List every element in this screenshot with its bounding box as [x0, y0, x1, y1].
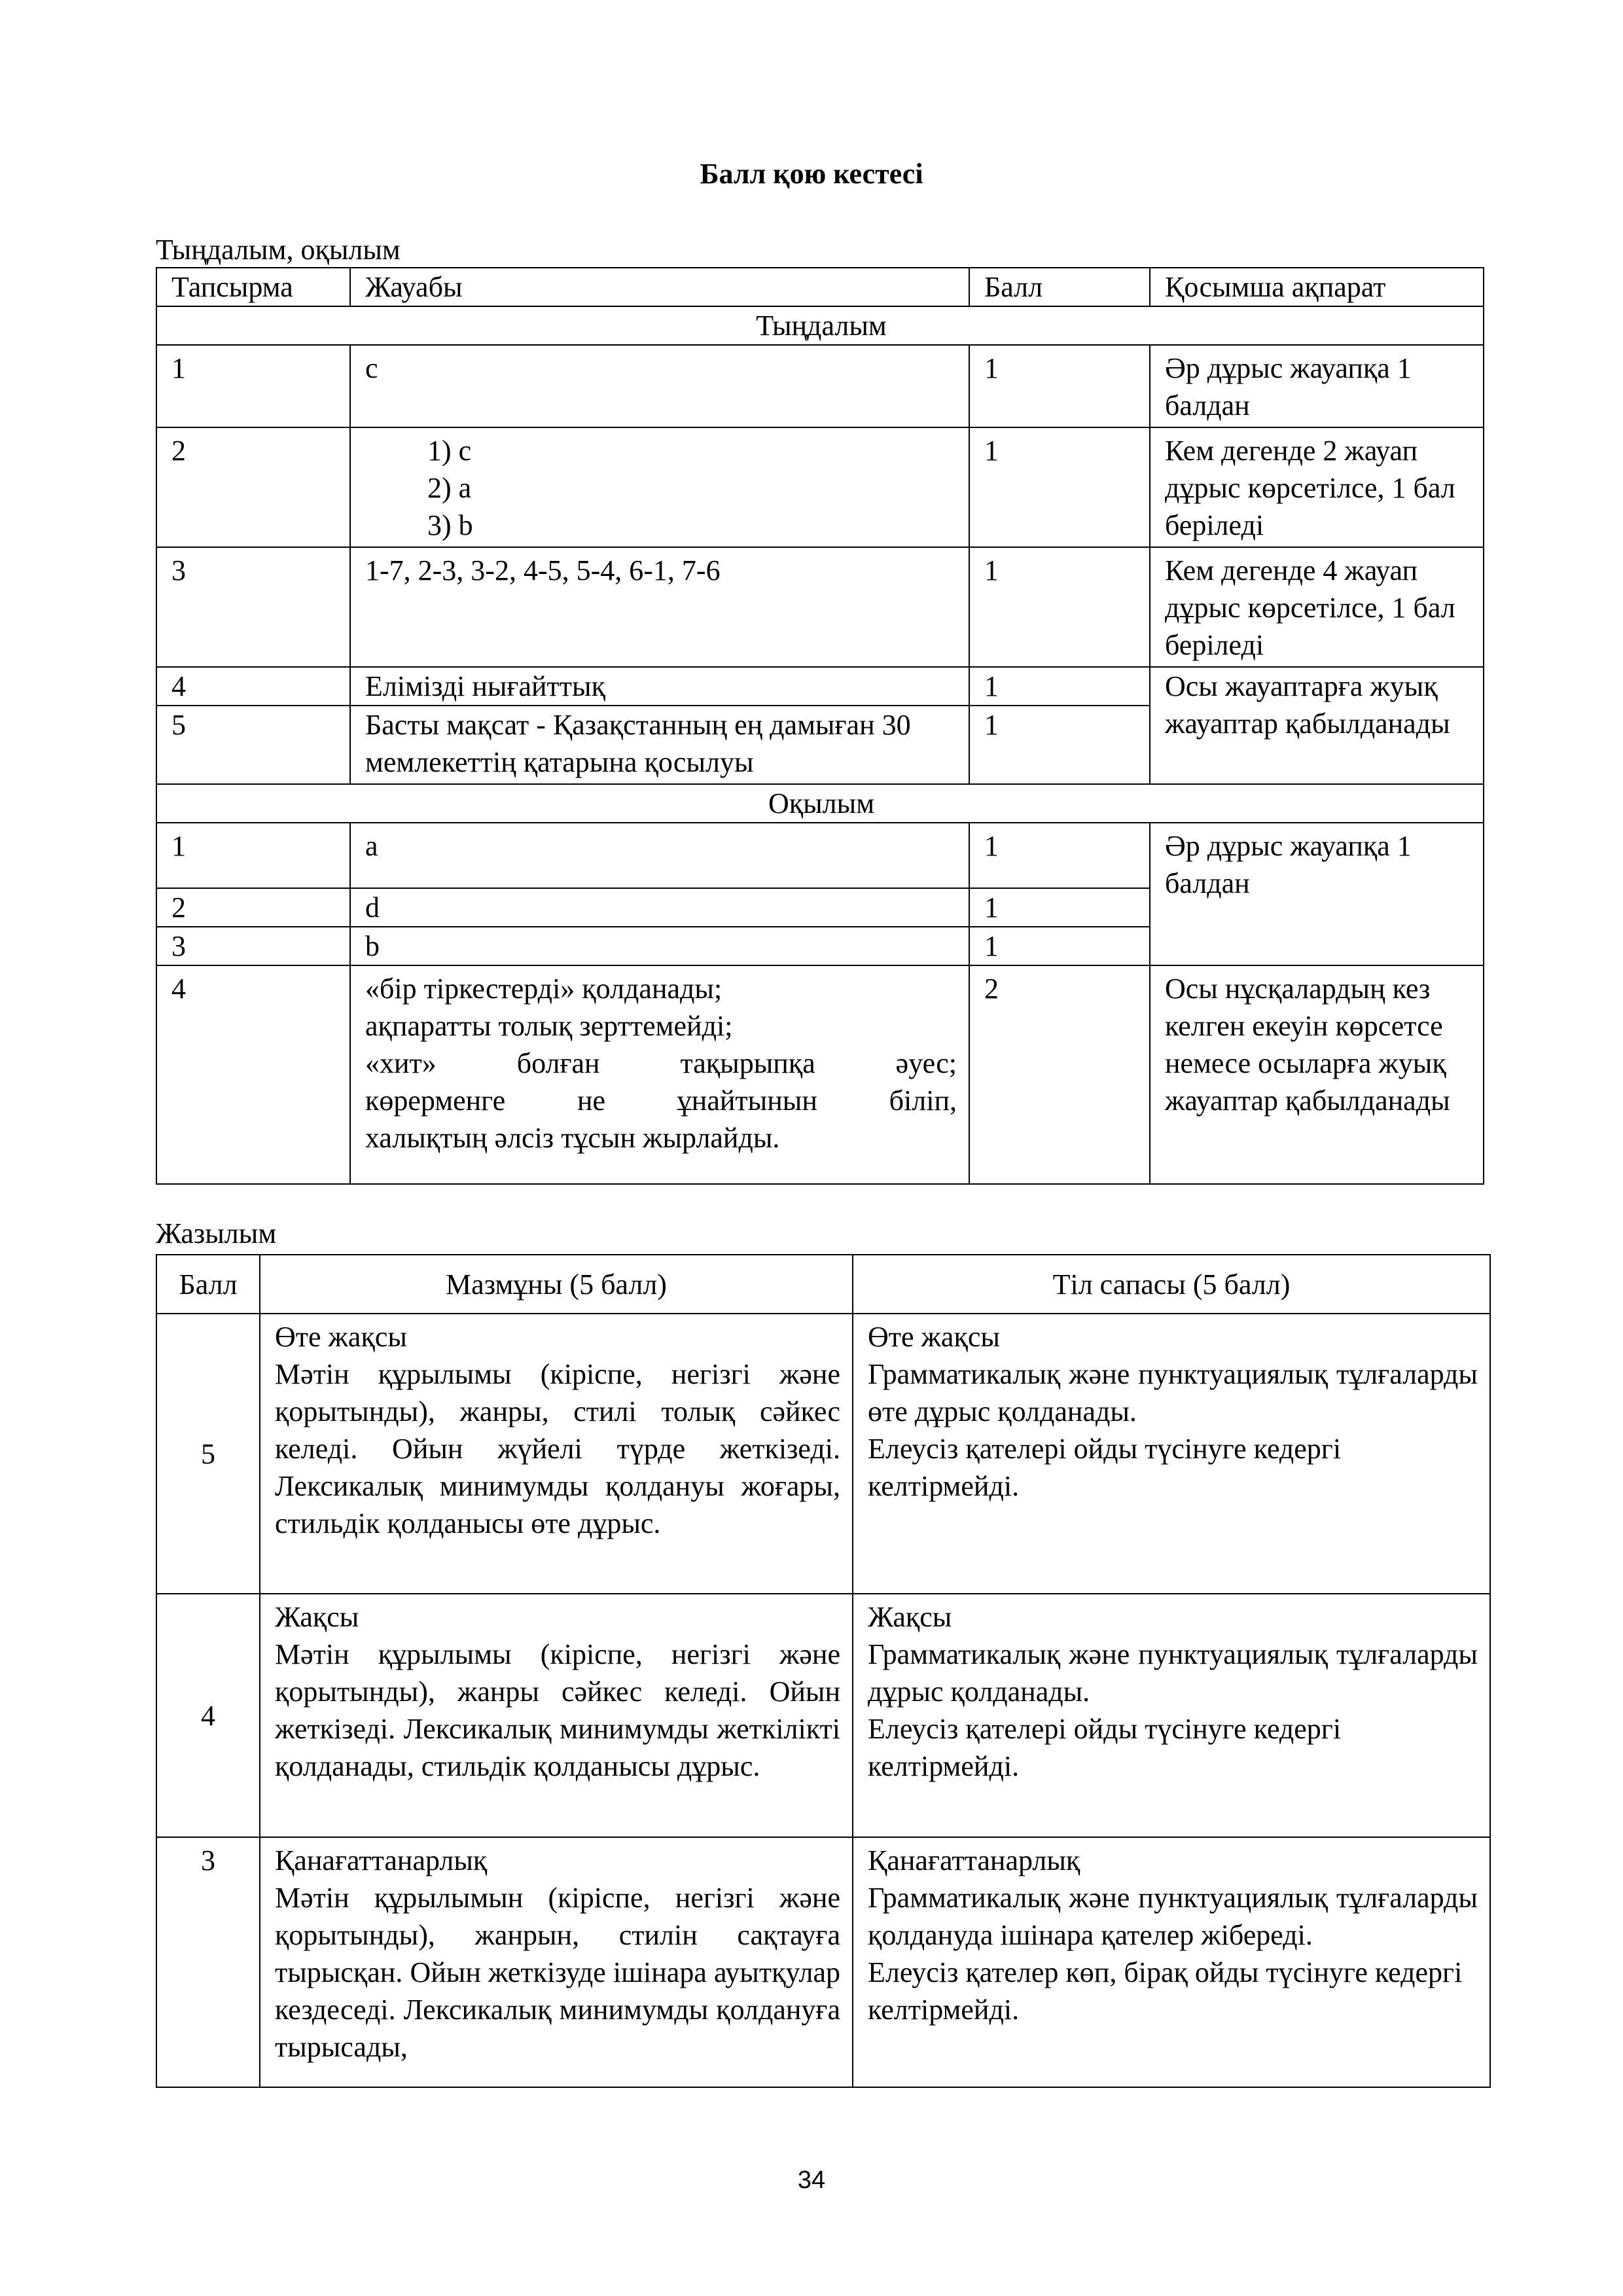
table-row [156, 965, 1484, 1184]
answer-line: «хит» болған тақырыпқа әуес; [365, 1047, 957, 1079]
content-cell [260, 1594, 853, 1837]
content-text: Мәтін құрылымы (кіріспе, негізгі және қорытынды), жанры сәйкес келеді. Ойын жеткізеді. Лексикалық минимумды жеткілікті қолданады, стильдік қолданысы дұрыс. [275, 1638, 840, 1782]
language-text: Елеусіз қателері ойды түсінуге кедергі келтірмейді. [868, 1713, 1342, 1782]
table-row [156, 667, 1484, 706]
header-info: Қосымша ақпарат [1150, 268, 1484, 306]
task-number: 4 [156, 965, 350, 1184]
score-cell: 1 [969, 823, 1150, 888]
language-text: Елеусіз қателері ойды түсінуге кедергі келтірмейді. [868, 1433, 1342, 1502]
table-row [156, 1594, 1490, 1837]
content-cell [260, 1314, 853, 1594]
score-cell: 1 [969, 547, 1150, 667]
answer-cell: c [350, 345, 969, 427]
answer-line: көрерменге не ұнайтынын біліп, [365, 1085, 957, 1117]
section-caption-listening-reading: Тыңдалым, оқылым [156, 234, 401, 266]
language-cell [853, 1837, 1490, 2087]
language-title: Қанағаттанарлық [868, 1844, 1080, 1876]
table-row [156, 427, 1484, 547]
info-cell: Әр дұрыс жауапқа 1 балдан [1150, 345, 1484, 427]
answer-cell: Елімізді нығайттық [350, 667, 969, 706]
content-text: Мәтін құрылымын (кіріспе, негізгі және қорытынды), жанрын, стилін сақтауға тырысқан. Ойын жеткізуде ішінара ауытқулар кездеседі. Лексикалық минимумды қолдануға тырысады, [275, 1882, 840, 2063]
answer-line: ақпаратты толық зерттемейді; [365, 1010, 733, 1042]
header-score: Балл [969, 268, 1150, 306]
table-header-row [156, 268, 1484, 306]
language-cell [853, 1314, 1490, 1594]
content-title: Өте жақсы [275, 1321, 407, 1353]
score-cell: 2 [969, 965, 1150, 1184]
score-cell: 1 [969, 888, 1150, 927]
task-number: 5 [156, 706, 350, 784]
listening-reading-table [156, 267, 1484, 1185]
score-cell: 5 [156, 1314, 260, 1594]
answer-cell: a [350, 823, 969, 888]
answer-list-item: 2) a [427, 472, 472, 504]
header-score: Балл [156, 1255, 260, 1314]
table-header-row [156, 1255, 1490, 1314]
page-title: Балл қою кестесі [700, 158, 923, 190]
section-caption-writing: Жазылым [156, 1217, 277, 1249]
page-number: 34 [797, 2166, 826, 2194]
language-title: Жақсы [868, 1601, 952, 1633]
table-row [156, 823, 1484, 888]
table-row [156, 1837, 1490, 2087]
table-row [156, 547, 1484, 667]
answer-cell [350, 427, 969, 547]
section-label-row [156, 306, 1484, 345]
language-cell [853, 1594, 1490, 1837]
answer-line: халықтың әлсіз тұсын жырлайды. [365, 1122, 780, 1154]
language-text: Грамматикалық және пунктуациялық тұлғаларды қолдануда ішінара қателер жібереді. [868, 1882, 1478, 1951]
content-cell [260, 1837, 853, 2087]
answer-cell: d [350, 888, 969, 927]
task-number: 4 [156, 667, 350, 706]
info-cell: Осы нұсқалардың кез келген екеуін көрсетсе немесе осыларға жуық жауаптар қабылданады [1150, 965, 1484, 1184]
language-title: Өте жақсы [868, 1321, 1000, 1353]
score-cell: 1 [969, 667, 1150, 706]
info-cell: Кем дегенде 2 жауап дұрыс көрсетілсе, 1 бал беріледі [1150, 427, 1484, 547]
answer-cell: b [350, 927, 969, 965]
answer-cell: Басты мақсат - Қазақстанның ең дамыған 30 мемлекеттің қатарына қосылуы [350, 706, 969, 784]
task-number: 3 [156, 547, 350, 667]
reading-label: Оқылым [156, 784, 1484, 823]
section-label-row [156, 784, 1484, 823]
task-number: 1 [156, 345, 350, 427]
writing-table [156, 1254, 1491, 2088]
header-answer: Жауабы [350, 268, 969, 306]
answer-list-item: 3) b [427, 509, 473, 541]
answer-cell: 1-7, 2-3, 3-2, 4-5, 5-4, 6-1, 7-6 [350, 547, 969, 667]
language-text: Грамматикалық және пунктуациялық тұлғаларды дұрыс қолданады. [868, 1638, 1478, 1708]
header-content: Мазмұны (5 балл) [260, 1255, 853, 1314]
info-cell: Әр дұрыс жауапқа 1 балдан [1150, 823, 1484, 965]
task-number: 1 [156, 823, 350, 888]
header-language: Тіл сапасы (5 балл) [853, 1255, 1490, 1314]
score-cell: 1 [969, 927, 1150, 965]
language-text: Елеусіз қателер көп, бірақ ойды түсінуге кедергі келтірмейді. [868, 1956, 1463, 2026]
score-cell: 1 [969, 427, 1150, 547]
score-cell: 3 [156, 1837, 260, 2087]
content-title: Қанағаттанарлық [275, 1844, 488, 1876]
listening-label: Тыңдалым [156, 306, 1484, 345]
answer-cell [350, 965, 969, 1184]
language-text: Грамматикалық және пунктуациялық тұлғаларды өте дұрыс қолданады. [868, 1358, 1478, 1427]
task-number: 3 [156, 927, 350, 965]
answer-line: «бір тіркестерді» қолданады; [365, 973, 722, 1005]
task-number: 2 [156, 427, 350, 547]
score-cell: 1 [969, 706, 1150, 784]
task-number: 2 [156, 888, 350, 927]
content-text: Мәтін құрылымы (кіріспе, негізгі және қорытынды), жанры, стилі толық сәйкес келеді. Ойын жүйелі түрде жеткізеді. Лексикалық минимумды қолдануы жоғары, стильдік қолданысы өте дұрыс. [275, 1358, 840, 1539]
score-cell: 1 [969, 345, 1150, 427]
table-row [156, 345, 1484, 427]
header-task: Тапсырма [156, 268, 350, 306]
table-row [156, 1314, 1490, 1594]
answer-list-item: 1) c [427, 435, 472, 467]
info-cell: Кем дегенде 4 жауап дұрыс көрсетілсе, 1 бал беріледі [1150, 547, 1484, 667]
score-cell: 4 [156, 1594, 260, 1837]
info-cell: Осы жауаптарға жуық жауаптар қабылданады [1150, 667, 1484, 784]
content-title: Жақсы [275, 1601, 359, 1633]
